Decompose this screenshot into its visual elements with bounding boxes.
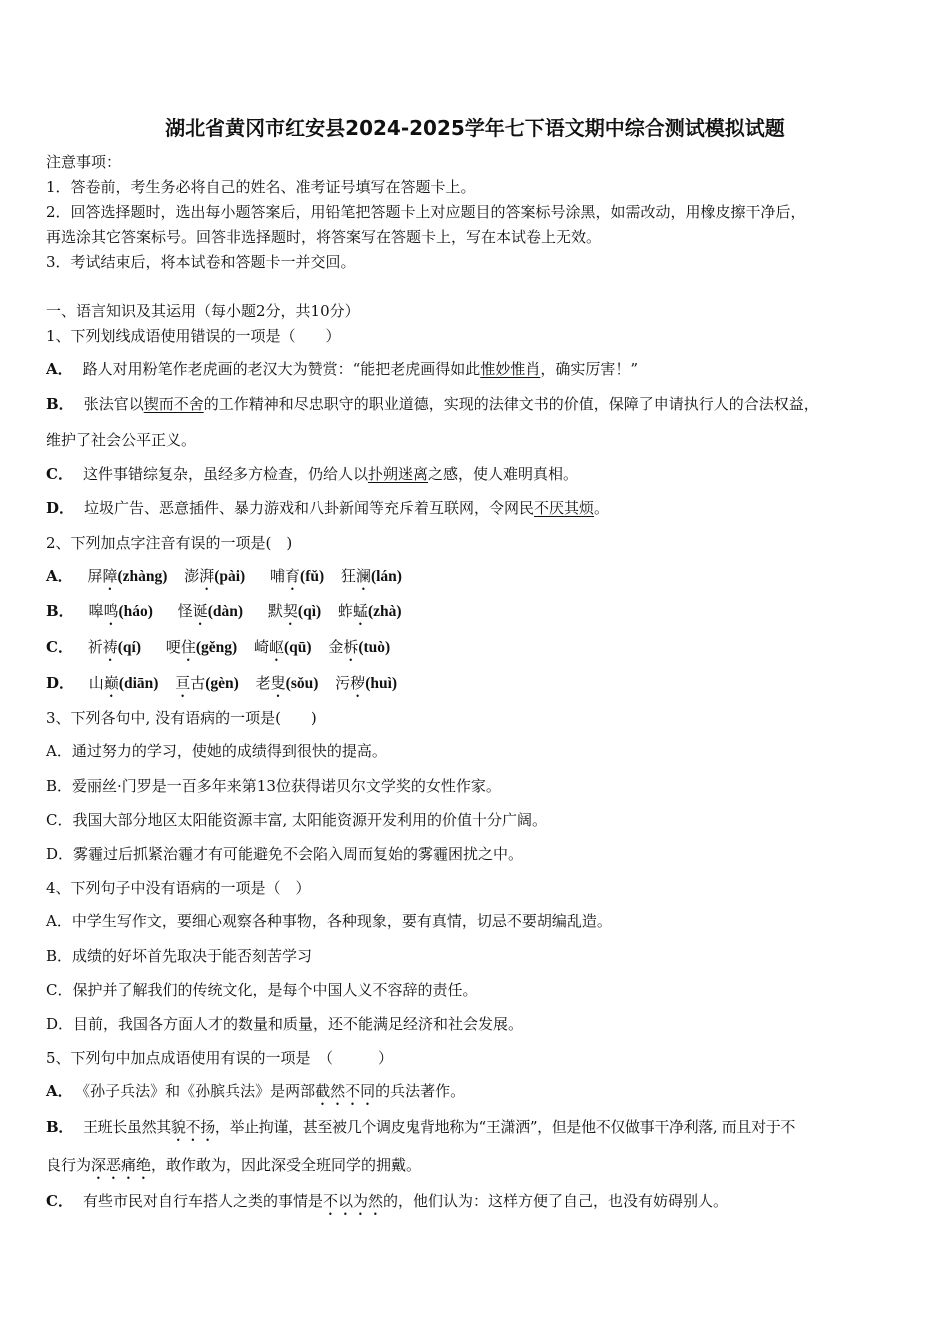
option-text: 的工作精神和尽忠职守的职业道德，实现的法律文书的价值，保障了申请执行人的合法权益， (203, 395, 819, 413)
q1-option-d (46, 498, 609, 518)
question-stem-5: 5、下列句中加点成语使用有误的一项是 （ ） (46, 1049, 394, 1067)
word-item: 屏障(zhàng) (87, 567, 168, 585)
q2-option-b (46, 601, 402, 629)
underlined-idiom: 扑朔迷离 (367, 465, 428, 483)
word-item: 狂澜(lán) (340, 567, 402, 585)
option-text: 垃圾广告、恶意插件、暴力游戏和八卦新闻等充斥着互联网，令网民 (84, 499, 535, 517)
q1-option-b-continued: 维护了社会公平正义。 (46, 431, 197, 449)
option-label: A． (46, 360, 73, 378)
dotted-idiom: 貌不扬 (170, 1118, 215, 1136)
option-label: B． (46, 602, 74, 620)
word-item: 澎湃(pài) (184, 567, 246, 585)
option-text: 这件事错综复杂，虽经多方检查，仍给人以 (82, 465, 368, 483)
question-stem-1: 1、下列划线成语使用错误的一项是（ ） (46, 327, 341, 345)
option-label: D． (46, 499, 75, 517)
option-label: D． (46, 674, 75, 692)
word-item: 亘古(gèn) (175, 674, 239, 692)
option-label: A． (46, 1082, 73, 1100)
word-item: 默契(qì) (267, 602, 322, 620)
q3-option-c: C．我国大部分地区太阳能资源丰富, 太阳能资源开发利用的价值十分广阔。 (46, 811, 548, 829)
word-item: 金柝(tuò) (328, 638, 391, 656)
dotted-idiom: 深恶痛绝 (91, 1156, 152, 1174)
option-label: A． (46, 567, 73, 585)
dotted-idiom: 截然不同 (315, 1082, 376, 1100)
q4-option-d: D．目前，我国各方面人才的数量和质量，还不能满足经济和社会发展。 (46, 1015, 524, 1033)
word-item: 祈祷(qí) (87, 638, 142, 656)
notice-item: 1．答卷前，考生务必将自己的姓名、准考证号填写在答题卡上。 (46, 178, 476, 196)
notice-item: 2．回答选择题时，选出每小题答案后，用铅笔把答题卡上对应题目的答案标号涂黑，如需改动，用橡皮擦干净后， (46, 203, 806, 221)
underlined-idiom: 锲而不舍 (143, 395, 204, 413)
q5-option-a (46, 1081, 465, 1109)
q1-option-c (46, 464, 578, 484)
option-text: 有些市民对自行车搭人之类的事情是 (82, 1192, 323, 1210)
dotted-idiom: 不以为然 (322, 1192, 383, 1210)
word-item: 哽住(gěng) (165, 638, 238, 656)
notice-heading: 注意事项： (46, 153, 122, 171)
word-item: 蚱蜢(zhà) (337, 602, 402, 620)
word-item: 怪诞(dàn) (177, 602, 244, 620)
exam-title: 湖北省黄冈市红安县2024-2025学年七下语文期中综合测试模拟试题 (165, 116, 785, 140)
q3-option-b: B．爱丽丝·门罗是一百多年来第13位获得诺贝尔文学奖的女性作家。 (46, 777, 501, 795)
q3-option-a: A．通过努力的学习，使她的成绩得到很快的提高。 (46, 742, 387, 760)
option-text: ，确实厉害！” (540, 360, 638, 378)
q4-option-c: C．保护并了解我们的传统文化，是每个中国人义不容辞的责任。 (46, 981, 478, 999)
option-text: 张法官以 (83, 395, 144, 413)
q4-option-b: B．成绩的好坏首先取决于能否刻苦学习 (46, 947, 313, 965)
section-heading: 一、语言知识及其运用（每小题2分，共10分） (46, 302, 360, 320)
option-text: 路人对用粉笔作老虎画的老汉大为赞赏：“能把老虎画得如此 (82, 360, 481, 378)
q5-option-b-continued (46, 1155, 421, 1183)
option-text: 。 (594, 499, 610, 517)
option-label: C． (46, 465, 73, 483)
option-label: C． (46, 1192, 73, 1210)
option-text: 之感，使人难明真相。 (427, 465, 578, 483)
q5-option-c (46, 1191, 728, 1219)
question-stem-3: 3、下列各句中, 没有语病的一项是( ) (46, 709, 317, 727)
q2-option-a (46, 566, 402, 594)
q5-option-b (46, 1117, 795, 1145)
q3-option-d: D．雾霾过后抓紧治霾才有可能避免不会陷入周而复始的雾霾困扰之中。 (46, 845, 524, 863)
option-text: ，敢作敢为，因此深受全班同学的拥戴。 (151, 1156, 422, 1174)
word-item: 老叟(sǒu) (255, 674, 319, 692)
option-label: C． (46, 638, 73, 656)
q2-option-c (46, 637, 390, 665)
option-text: 的，他们认为：这样方便了自己，也没有妨碍别人。 (382, 1192, 728, 1210)
option-label: B． (46, 395, 74, 413)
question-stem-4: 4、下列句子中没有语病的一项是（ ） (46, 879, 311, 897)
option-text: 良行为 (46, 1156, 92, 1174)
q1-option-a (46, 359, 638, 379)
option-label: B． (46, 1118, 73, 1136)
option-text: 《孙子兵法》和《孙膑兵法》是两部 (82, 1082, 316, 1100)
q2-option-d (46, 673, 397, 701)
option-text: ，举止拘谨，甚至被几个调皮鬼背地称为“王潇洒”，但是他不仅做事干净利落, 而且对于不 (214, 1118, 796, 1136)
q4-option-a: A．中学生写作文，要细心观察各种事物，各种现象，要有真情，切忌不要胡编乱造。 (46, 912, 612, 930)
notice-item: 3．考试结束后，将本试卷和答题卡一并交回。 (46, 253, 356, 271)
underlined-idiom: 不厌其烦 (534, 499, 595, 517)
word-item: 嗥鸣(háo) (88, 602, 153, 620)
word-item: 哺育(fǔ) (270, 567, 325, 585)
option-text: 的兵法著作。 (375, 1082, 466, 1100)
option-text: 王班长虽然其 (82, 1118, 171, 1136)
word-item: 山巅(diān) (88, 674, 159, 692)
q1-option-b (46, 394, 819, 414)
word-item: 崎岖(qū) (253, 638, 312, 656)
word-item: 污秽(huì) (335, 674, 398, 692)
question-stem-2: 2、下列加点字注音有误的一项是( ) (46, 534, 293, 552)
notice-item: 再选涂其它答案标号。回答非选择题时，将答案写在答题卡上，写在本试卷上无效。 (46, 228, 602, 246)
underlined-idiom: 惟妙惟肖 (480, 360, 541, 378)
